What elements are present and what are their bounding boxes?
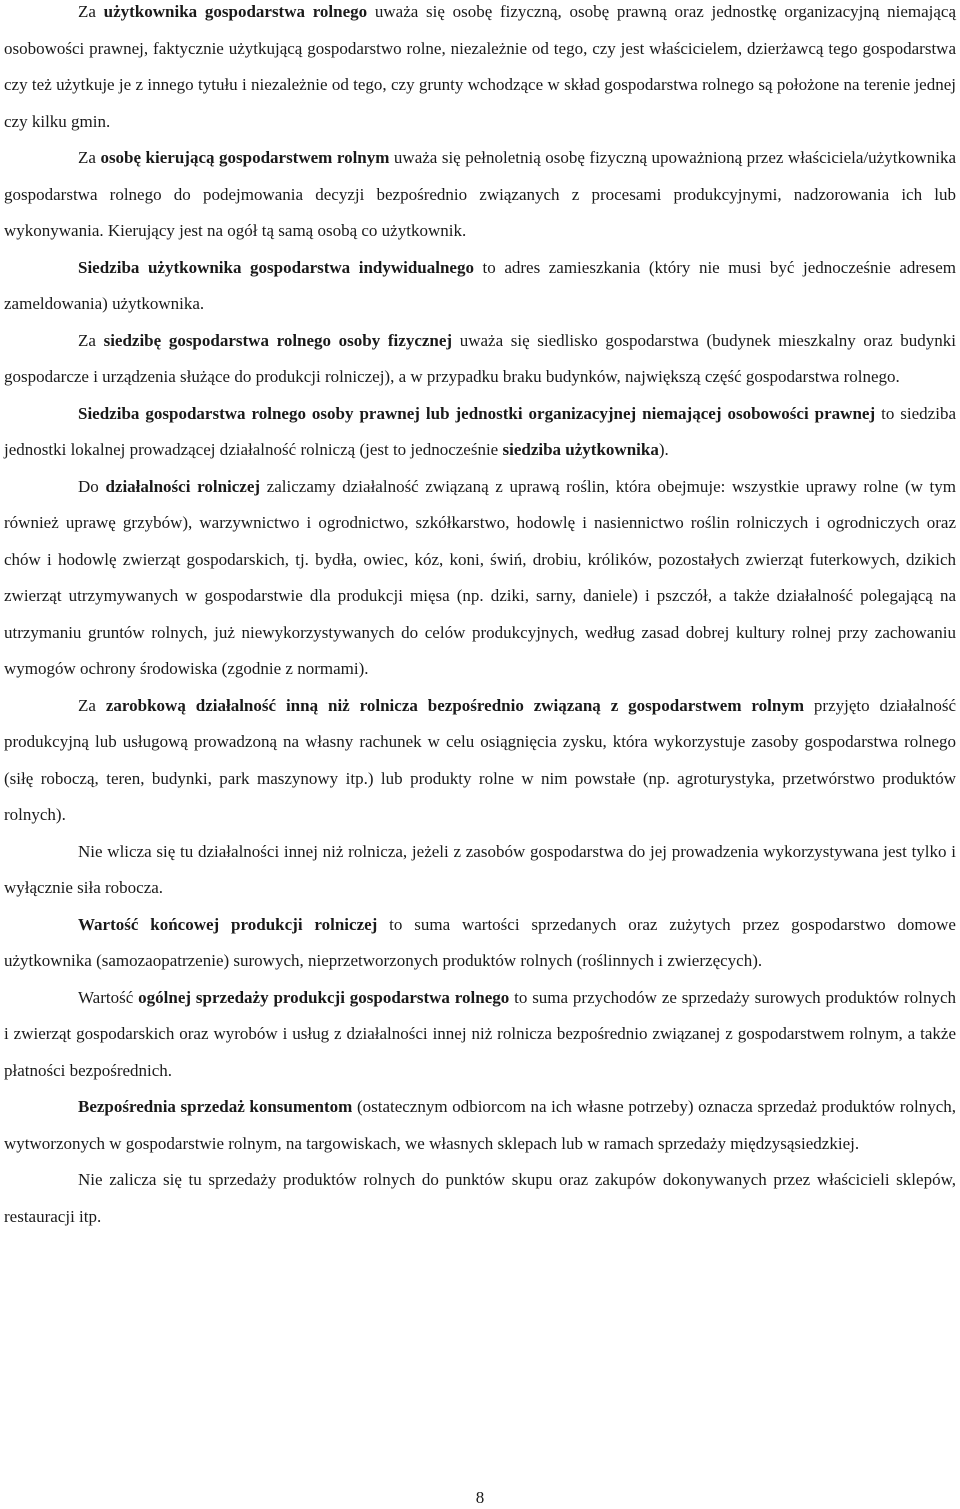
bold-term: Bezpośrednia sprzedaż konsumentom [78, 1097, 353, 1116]
bold-term: osobę kierującą gospodarstwem rolnym [100, 148, 390, 167]
paragraph [4, 0, 956, 140]
paragraph-text: zaliczamy działalność związaną z uprawą roślin, która obejmuje: wszystkie uprawy rolne (w tym również uprawę grzybów), warzywnictwo i ogrodnictwo, szkółkarstwo, hodowlę i nasiennictwo roślin rolniczych i ogrodniczych oraz chów i hodowlę zwierząt gospodarskich, tj. bydła, owiec, kóz, koni, świń, drobiu, królików, pozostałych zwierząt futerkowych, dzikich zwierząt utrzymywanych w gospodarstwie dla produkcji mięsa (np. dziki, sarny, daniele) i pszczół, a także działalność polegającą na utrzymaniu gruntów rolnych, już niewykorzystywanych do celów produkcyjnych, według zasad dobrej kultury rolnej przy zachowaniu wymogów ochrony środowiska (zgodnie z normami). [4, 476, 956, 678]
paragraph-text: uważa się siedlisko gospodarstwa (budynek mieszkalny oraz budynki gospodarcze i urządzenia służące do produkcji rolniczej), a w przypadku braku budynków, największą część gospodarstwa rolnego. [4, 330, 956, 386]
page-number: 8 [475, 1488, 485, 1507]
bold-term: Siedziba gospodarstwa rolnego osoby prawnej lub jednostki organizacyjnej niemającej osobowości prawnej [78, 403, 876, 423]
paragraph-text: Do [78, 476, 106, 496]
paragraph-text: to siedziba jednostki lokalnej prowadzącej działalność rolniczą (jest to jednocześnie [4, 403, 956, 459]
paragraph-text: Za [78, 2, 104, 21]
bold-term: zarobkową działalność inną niż rolnicza bezpośrednio związaną z gospodarstwem rolnym [105, 695, 804, 715]
paragraph-text: przyjęto działalność produkcyjną lub usługową prowadzoną na własny rachunek w celu osiągnięcia zysku, która wykorzystuje zasoby gospodarstwa rolnego (siłę roboczą, teren, budynki, park maszynowy itp.) lub produkty rolne w nim powstałe (np. agroturystyka, przetwórstwo produktów rolnych). [4, 695, 957, 824]
paragraph-text: Nie zalicza się tu sprzedaży produktów rolnych do punktów skupu oraz zakupów dokonywanych przez właścicieli sklepów, restauracji itp. [4, 1170, 956, 1226]
paragraph-text: Wartość [78, 987, 139, 1007]
bold-term: siedziba użytkownika [502, 440, 659, 459]
paragraph-text: to adres zamieszkania (który nie musi być jednocześnie adresem zameldowania) użytkownika. [4, 257, 956, 313]
paragraph-text: Nie wlicza się tu działalności innej niż rolnicza, jeżeli z zasobów gospodarstwa do jej prowadzenia wykorzystywana jest tylko i wyłącznie siła robocza. [4, 841, 956, 897]
bold-term: Wartość końcowej produkcji rolniczej [78, 914, 378, 934]
paragraph-text: to suma wartości sprzedanych oraz zużytych przez gospodarstwo domowe użytkownika (samozaopatrzenie) surowych, nieprzetworzonych produktów rolnych (roślinnych i zwierzęcych). [4, 914, 956, 970]
paragraph-text: uważa się pełnoletnią osobę fizyczną upoważnioną przez właściciela/użytkownika gospodarstwa rolnego do podejmowania decyzji bezpośrednio związanych z procesami produkcyjnymi, nadzorowania ich lub wykonywania. Kierujący jest na ogół tą samą osobą co użytkownik. [4, 148, 956, 240]
paragraph-text: ). [658, 440, 669, 459]
bold-term: działalności rolniczej [105, 476, 261, 496]
paragraph [4, 250, 956, 323]
document-body [4, 0, 956, 1235]
paragraph [4, 688, 956, 834]
bold-term: Siedziba użytkownika gospodarstwa indywidualnego [78, 257, 474, 277]
paragraph-text: Za [78, 695, 106, 715]
paragraph-text: Za [78, 148, 101, 167]
bold-term: siedzibę gospodarstwa rolnego osoby fizycznej [103, 330, 453, 350]
paragraph [4, 323, 956, 396]
paragraph-text: to suma przychodów ze sprzedaży surowych produktów rolnych i zwierząt gospodarskich oraz wyrobów i usług z działalności innej niż rolnicza bezpośrednio związanej z gospodarstwem rolnym, a także płatności bezpośrednich. [4, 987, 956, 1080]
paragraph [4, 1089, 956, 1162]
paragraph-text: (ostatecznym odbiorcom na ich własne potrzeby) oznacza sprzedaż produktów rolnych, wytworzonych w gospodarstwie rolnym, na targowiskach, we własnych sklepach lub w ramach sprzedaży międzysąsiedzkiej. [4, 1097, 956, 1153]
paragraph [4, 834, 956, 907]
paragraph-text: Za [78, 330, 104, 350]
paragraph-text: uważa się osobę fizyczną, osobę prawną oraz jednostkę organizacyjną niemającą osobowości prawnej, faktycznie użytkującą gospodarstwo rolne, niezależnie od tego, czy jest właścicielem, dzierżawcą tego gospodarstwa czy też użytkuje je z innego tytułu i niezależnie od tego, czy grunty wchodzące w skład gospodarstwa rolnego są położone na terenie jednej czy kilku gmin. [4, 2, 956, 131]
paragraph [4, 980, 956, 1090]
paragraph [4, 396, 956, 469]
bold-term: ogólnej sprzedaży produkcji gospodarstwa rolnego [138, 987, 510, 1007]
paragraph [4, 140, 956, 250]
paragraph [4, 469, 956, 688]
paragraph [4, 1162, 956, 1235]
paragraph [4, 907, 956, 980]
bold-term: użytkownika gospodarstwa rolnego [103, 2, 368, 21]
